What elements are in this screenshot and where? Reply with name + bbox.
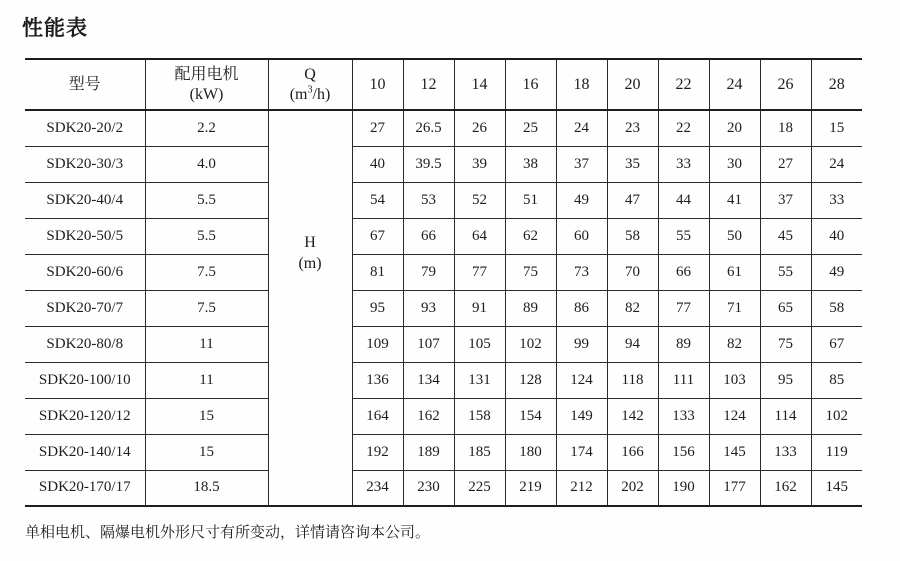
head-value-cell: 45 [760,218,811,254]
head-value-cell: 53 [403,182,454,218]
head-value-cell: 93 [403,290,454,326]
head-value-cell: 94 [607,326,658,362]
head-value-cell: 54 [352,182,403,218]
head-value-cell: 86 [556,290,607,326]
h-symbol: H [304,234,316,251]
motor-kw-cell: 15 [145,434,268,470]
table-row [25,326,862,362]
head-value-cell: 118 [607,362,658,398]
head-unit-merged-cell [268,110,352,506]
column-header-flow-value: 12 [403,59,454,110]
head-value-cell: 61 [709,254,760,290]
motor-kw-cell: 7.5 [145,290,268,326]
table-row [25,146,862,182]
head-value-cell: 33 [811,182,862,218]
model-cell: SDK20-20/2 [25,110,145,146]
table-body [25,110,862,506]
head-value-cell: 66 [403,218,454,254]
head-value-cell: 99 [556,326,607,362]
column-header-flow-value: 22 [658,59,709,110]
head-value-cell: 124 [709,398,760,434]
head-value-cell: 189 [403,434,454,470]
head-value-cell: 95 [760,362,811,398]
head-value-cell: 185 [454,434,505,470]
head-value-cell: 225 [454,470,505,506]
table-row [25,110,862,146]
column-header-flow-value: 20 [607,59,658,110]
motor-kw-cell: 11 [145,326,268,362]
model-cell: SDK20-100/10 [25,362,145,398]
model-cell: SDK20-60/6 [25,254,145,290]
head-value-cell: 18 [760,110,811,146]
head-value-cell: 85 [811,362,862,398]
head-value-cell: 35 [607,146,658,182]
head-value-cell: 81 [352,254,403,290]
head-value-cell: 124 [556,362,607,398]
model-cell: SDK20-80/8 [25,326,145,362]
head-value-cell: 166 [607,434,658,470]
head-value-cell: 82 [709,326,760,362]
model-cell: SDK20-120/12 [25,398,145,434]
motor-kw-cell: 11 [145,362,268,398]
motor-kw-cell: 18.5 [145,470,268,506]
head-value-cell: 49 [556,182,607,218]
q-header-symbol: Q [304,65,316,83]
footnote-text: 单相电机、隔爆电机外形尺寸有所变动，详情请咨询本公司。 [25,524,431,541]
head-value-cell: 180 [505,434,556,470]
head-value-cell: 89 [505,290,556,326]
head-value-cell: 41 [709,182,760,218]
head-value-cell: 37 [556,146,607,182]
head-value-cell: 91 [454,290,505,326]
table-row [25,434,862,470]
head-value-cell: 67 [811,326,862,362]
table-row [25,218,862,254]
head-value-cell: 39.5 [403,146,454,182]
model-cell: SDK20-50/5 [25,218,145,254]
head-value-cell: 202 [607,470,658,506]
head-value-cell: 40 [811,218,862,254]
head-value-cell: 23 [607,110,658,146]
model-cell: SDK20-30/3 [25,146,145,182]
head-value-cell: 20 [709,110,760,146]
head-value-cell: 79 [403,254,454,290]
head-value-cell: 52 [454,182,505,218]
head-value-cell: 65 [760,290,811,326]
column-header-flow-value: 14 [454,59,505,110]
motor-kw-cell: 7.5 [145,254,268,290]
head-value-cell: 162 [403,398,454,434]
head-value-cell: 136 [352,362,403,398]
head-value-cell: 102 [505,326,556,362]
motor-kw-cell: 5.5 [145,218,268,254]
table-row [25,398,862,434]
head-value-cell: 174 [556,434,607,470]
head-value-cell: 95 [352,290,403,326]
page-title: 性能表 [22,17,88,40]
column-header-flow-q [268,59,352,110]
head-value-cell: 89 [658,326,709,362]
head-value-cell: 142 [607,398,658,434]
head-value-cell: 219 [505,470,556,506]
column-header-flow-value: 26 [760,59,811,110]
h-unit: (m) [298,254,322,272]
motor-header-line2: (kW) [189,85,224,103]
head-value-cell: 133 [658,398,709,434]
head-value-cell: 39 [454,146,505,182]
head-value-cell: 177 [709,470,760,506]
head-value-cell: 114 [760,398,811,434]
motor-header-line1: 配用电机 [174,65,239,83]
table-row [25,290,862,326]
model-cell: SDK20-170/17 [25,470,145,506]
head-value-cell: 156 [658,434,709,470]
head-value-cell: 71 [709,290,760,326]
head-value-cell: 149 [556,398,607,434]
head-value-cell: 58 [607,218,658,254]
head-value-cell: 128 [505,362,556,398]
head-value-cell: 62 [505,218,556,254]
column-header-flow-value: 16 [505,59,556,110]
head-value-cell: 131 [454,362,505,398]
motor-kw-cell: 4.0 [145,146,268,182]
performance-table [25,58,862,507]
head-value-cell: 77 [454,254,505,290]
model-cell: SDK20-70/7 [25,290,145,326]
motor-kw-cell: 15 [145,398,268,434]
q-header-unit: $(m^3/h)$ [289,84,331,103]
table-header-row [25,59,862,110]
head-value-cell: 15 [811,110,862,146]
head-value-cell: 82 [607,290,658,326]
column-header-flow-value: 24 [709,59,760,110]
head-value-cell: 230 [403,470,454,506]
head-value-cell: 109 [352,326,403,362]
head-value-cell: 66 [658,254,709,290]
head-value-cell: 51 [505,182,556,218]
head-value-cell: 44 [658,182,709,218]
head-value-cell: 105 [454,326,505,362]
head-value-cell: 49 [811,254,862,290]
motor-kw-cell: 5.5 [145,182,268,218]
column-header-motor-kw [145,59,268,110]
head-value-cell: 158 [454,398,505,434]
head-value-cell: 27 [760,146,811,182]
table-row [25,362,862,398]
column-header-model-label: 型号 [68,75,101,93]
head-value-cell: 47 [607,182,658,218]
head-value-cell: 192 [352,434,403,470]
column-header-flow-value: 18 [556,59,607,110]
head-value-cell: 55 [760,254,811,290]
head-value-cell: 212 [556,470,607,506]
head-value-cell: 111 [658,362,709,398]
column-header-flow-value: 10 [352,59,403,110]
head-value-cell: 22 [658,110,709,146]
head-value-cell: 75 [505,254,556,290]
head-value-cell: 33 [658,146,709,182]
head-value-cell: 107 [403,326,454,362]
head-value-cell: 164 [352,398,403,434]
head-value-cell: 75 [760,326,811,362]
column-header-model [25,59,145,110]
motor-kw-cell: 2.2 [145,110,268,146]
head-value-cell: 40 [352,146,403,182]
head-value-cell: 50 [709,218,760,254]
head-value-cell: 77 [658,290,709,326]
head-value-cell: 234 [352,470,403,506]
head-value-cell: 30 [709,146,760,182]
head-value-cell: 154 [505,398,556,434]
column-header-flow-value: 28 [811,59,862,110]
head-value-cell: 37 [760,182,811,218]
head-value-cell: 38 [505,146,556,182]
model-cell: SDK20-140/14 [25,434,145,470]
head-value-cell: 26.5 [403,110,454,146]
head-value-cell: 24 [811,146,862,182]
head-value-cell: 25 [505,110,556,146]
head-value-cell: 134 [403,362,454,398]
model-cell: SDK20-40/4 [25,182,145,218]
head-value-cell: 24 [556,110,607,146]
head-value-cell: 119 [811,434,862,470]
head-value-cell: 64 [454,218,505,254]
table-row [25,254,862,290]
head-value-cell: 27 [352,110,403,146]
head-value-cell: 102 [811,398,862,434]
head-value-cell: 60 [556,218,607,254]
head-value-cell: 162 [760,470,811,506]
head-value-cell: 70 [607,254,658,290]
head-value-cell: 58 [811,290,862,326]
head-value-cell: 67 [352,218,403,254]
head-value-cell: 103 [709,362,760,398]
head-value-cell: 190 [658,470,709,506]
head-value-cell: 145 [811,470,862,506]
head-value-cell: 26 [454,110,505,146]
head-value-cell: 55 [658,218,709,254]
table-row [25,470,862,506]
head-value-cell: 133 [760,434,811,470]
head-value-cell: 145 [709,434,760,470]
q-header-superscript: 3 [307,84,313,96]
table-row [25,182,862,218]
head-value-cell: 73 [556,254,607,290]
